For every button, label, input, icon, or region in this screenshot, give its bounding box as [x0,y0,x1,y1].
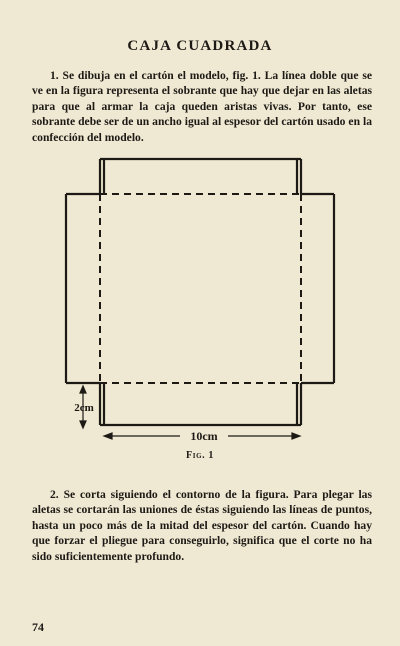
width-dimension-label: 10cm [190,429,218,443]
flap-dimension-label: 2cm [74,402,94,414]
cut-outline [66,159,334,425]
paragraph-1: 1. Se dibuja en el cartón el modelo, fig. 1. La línea doble que se ve en la figura representa el sobrante que hay que dejar en las aletas para que al armar la caja queden aristas vivas. Por tanto, ese sobrante debe ser de un ancho igual al espesor del cartón usado en la confección del modelo. [32,69,372,144]
box-template-figure [0,150,400,470]
page-number: 74 [32,620,44,634]
paragraph-2: 2. Se corta siguiendo el contorno de la figura. Para plegar las aletas se cortarán las uniones de éstas siguiendo las líneas de puntos, hasta un poco más de la mitad del espesor del cartón. Cuando hay que forzar el pliegue para conseguirlo, significa que el corte no ha sido suficientemente profundo. [32,488,372,563]
figure-caption: Fig. 1 [186,450,214,461]
page-title: CAJA CUADRADA [127,38,273,54]
fold-lines [100,194,301,383]
